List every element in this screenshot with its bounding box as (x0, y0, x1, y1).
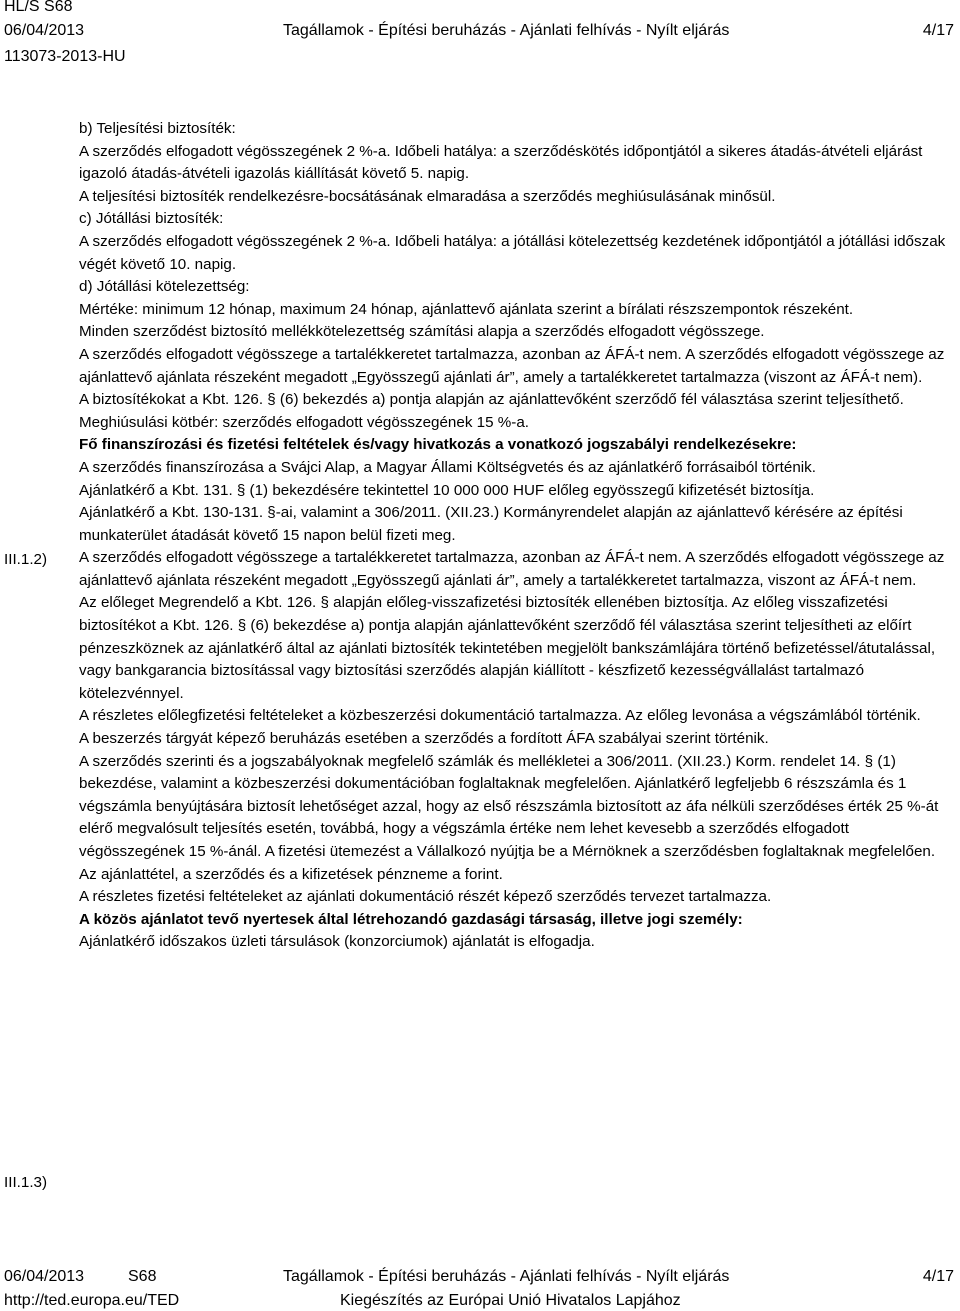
header-date: 06/04/2013 (4, 22, 85, 39)
footer-date: 06/04/2013 (4, 1268, 85, 1285)
footer-supplement: Kiegészítés az Európai Unió Hivatalos Lapjához (340, 1292, 681, 1309)
paragraph: Ajánlatkérő a Kbt. 131. § (1) bekezdésére tekintettel 10 000 000 HUF előleg egyösszegű kifizetését biztosítja. (79, 481, 815, 499)
paragraph: Ajánlatkérő időszakos üzleti társulások (konzorciumok) ajánlatát is elfogadja. (79, 933, 595, 951)
paragraph: A szerződés elfogadott végösszege a tartalékkeretet tartalmazza, azonban az ÁFÁ-t nem. A szerződés elfogadott végösszege az ajánlattevő ajánlata részeként megadott „Egyösszegű ajánlati ár”, amely a tartalékkeretet tartalmazza, viszont az ÁFÁ-t nem. (79, 549, 945, 589)
paragraph: Az előleget Megrendelő a Kbt. 126. § alapján előleg-visszafizetési biztosíték ellenében biztosítja. Az előleg visszafizetési biztosítékot a Kbt. 126. § (6) bekezdése a) pontja alapján ajánlattevőként szerződő fél választása szerint teljesítheti az előírt pénzeszköznek az ajánlatkérő által az ajánlati biztosíték tekintetében megjelölt bankszámlájára történő befizetéssel/átutalással, vagy bankgarancia biztosítással vagy biztosítási szerződés alapján kiállított - készfizető kezességvállalást tartalmazó kötelezvénnyel. (79, 594, 936, 702)
header-title: Tagállamok - Építési beruházás - Ajánlati felhívás - Nyílt eljárás (283, 22, 730, 39)
footer-url: http://ted.europa.eu/TED (4, 1292, 180, 1309)
paragraph: Ajánlatkérő a Kbt. 130-131. §-ai, valamint a 306/2011. (XII.23.) Kormányrendelet alapján az ajánlattevő kérésére az építési munkaterület átadását követő 15 napon belül fizeti meg. (79, 504, 903, 544)
paragraph: A szerződés szerinti és a jogszabályoknak megfelelő számlák és mellékletei a 306/2011. (XII.23.) Korm. rendelet 14. § (1) bekezdése, valamint a közbeszerzési dokumentációban foglaltaknak megfelelően. Ajánlatkérő legfeljebb 6 részszámla és 1 végszámla benyújtására biztosít lehetőséget azzal, hogy az első részszámla biztosított az áfa nélküli szerződéses érték 25 %-át elérő megvalósult teljesítés esetén, továbbá, hogy a végszámla értéke nem lehet kevesebb a szerződés elfogadott végösszegének 15 %-ánál. A fizetési ütemezést a Vállalkozó nyújtja be a Mérnöknek a szerződésben foglaltaknak megfelelően. (79, 752, 939, 860)
section-heading-joint-tender: A közös ajánlatot tevő nyertesek által létrehozandó gazdasági társaság, illetve jogi személy: (79, 910, 743, 928)
section-number-iii-1-3: III.1.3) (4, 1174, 48, 1191)
paragraph: b) Teljesítési biztosíték: (79, 120, 236, 137)
footer-title: Tagállamok - Építési beruházás - Ajánlati felhívás - Nyílt eljárás (283, 1268, 730, 1285)
paragraph: c) Jótállási biztosíték: (79, 210, 224, 228)
paragraph: A szerződés elfogadott végösszegének 2 %-a. Időbeli hatálya: a jótállási kötelezettség kezdetének időpontjától a jótállási időszak végét követő 10. napig. (79, 232, 946, 273)
paragraph: A szerződés finanszírozása a Svájci Alap, a Magyar Állami Költségvetés és az ajánlatkérő forrásaiból történik. (79, 458, 816, 476)
header-page-number: 4/17 (922, 22, 954, 39)
header-document-id: 113073-2013-HU (4, 48, 126, 65)
paragraph: Minden szerződést biztosító mellékkötelezettség számítási alapja a szerződés elfogadott végösszege. (79, 323, 765, 341)
paragraph: A részletes előlegfizetési feltételeket a közbeszerzési dokumentáció tartalmazza. Az előleg levonása a végszámlából történik. (79, 707, 921, 725)
document-body (79, 118, 949, 954)
paragraph: Mértéke: minimum 12 hónap, maximum 24 hónap, ajánlattevő ajánlata szerint a bírálati részszempontok részeként. (79, 300, 854, 318)
paragraph: A teljesítési biztosíték rendelkezésre-bocsátásának elmaradása a szerződés meghiúsulásának minősül. (79, 187, 776, 205)
paragraph: d) Jótállási kötelezettség: (79, 278, 250, 296)
paragraph: A szerződés elfogadott végösszegének 2 %-a. Időbeli hatálya: a szerződéskötés időpontjától a sikeres átadás-átvételi eljárást igazoló átadás-átvételi igazolás kiállítását követő 5. napig. (79, 142, 923, 183)
paragraph: A biztosítékokat a Kbt. 126. § (6) bekezdés a) pontja alapján az ajánlattevőként szerződő fél választása szerint teljesíthető. (79, 391, 904, 409)
section-number-iii-1-2: III.1.2) (4, 551, 48, 568)
paragraph: Az ajánlattétel, a szerződés és a kifizetések pénzneme a forint. (79, 865, 503, 883)
header-series: HL/S S68 (4, 0, 73, 15)
footer-page-number: 4/17 (922, 1268, 954, 1285)
section-heading-financing: Fő finanszírozási és fizetési feltételek és/vagy hivatkozás a vonatkozó jogszabályi rendelkezésekre: (79, 436, 797, 454)
paragraph: A beszerzés tárgyát képező beruházás esetében a szerződés a fordított ÁFA szabályai szerint történik. (79, 730, 769, 748)
paragraph: A részletes fizetési feltételeket az ajánlati dokumentáció részét képező szerződés tervezet tartalmazza. (79, 888, 772, 906)
paragraph: Meghiúsulási kötbér: szerződés elfogadott végösszegének 15 %-a. (79, 413, 529, 431)
paragraph: A szerződés elfogadott végösszege a tartalékkeretet tartalmazza, azonban az ÁFÁ-t nem. A szerződés elfogadott végösszege az ajánlattevő ajánlata részeként megadott „Egyösszegű ajánlati ár”, amely a tartalékkeretet tartalmazza (viszont az ÁFÁ-t nem). (79, 345, 945, 386)
footer-series: S68 (128, 1268, 157, 1285)
